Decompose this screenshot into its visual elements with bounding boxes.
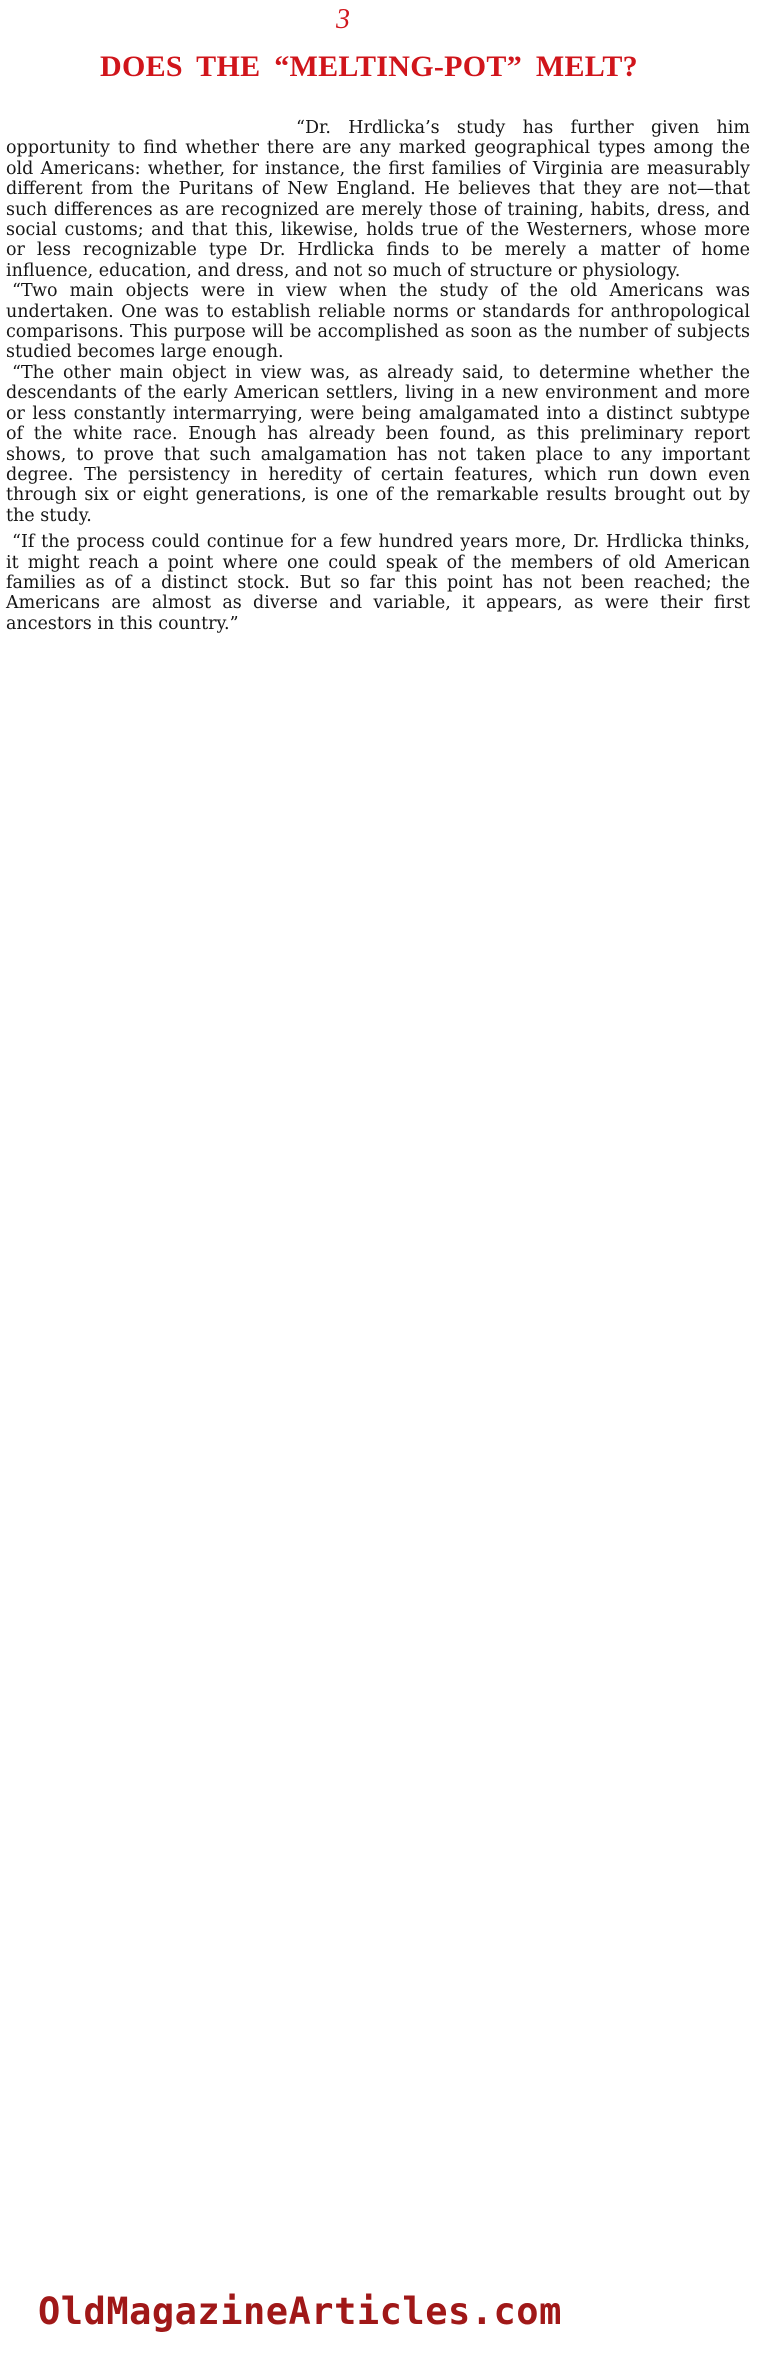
- site-watermark: OldMagazineArticles.com: [38, 2290, 562, 2333]
- article-paragraph: “If the process could continue for a few hundred years more, Dr. Hrdlicka thinks, it might reach a point where one could speak of the members of old American families as of a distinct stock. But so far this point has not been reached; the Americans are almost as diverse and variable, it appears, as were their first ancestors in this country.”: [6, 532, 750, 634]
- article-body: [6, 118, 750, 634]
- article-headline: DOES THE “MELTING-POT” MELT?: [100, 50, 638, 83]
- article-paragraph: “The other main object in view was, as already said, to determine whether the descendants of the early American settlers, living in a new environment and more or less constantly intermarrying, were being amalgamated into a distinct subtype of the white race. Enough has already been found, as this preliminary report shows, to prove that such amalgamation has not taken place to any important degree. The persistency in heredity of certain features, which run down even through six or eight generations, is one of the remarkable results brought out by the study.: [6, 362, 750, 526]
- page-number: 3: [336, 4, 350, 35]
- article-paragraph: “Two main objects were in view when the study of the old Americans was undertaken. One was to establish reliable norms or standards for anthropological comparisons. This purpose will be accomplished as soon as the number of subjects studied becomes large enough.: [6, 281, 750, 363]
- article-paragraph: “Dr. Hrdlicka’s study has further given him opportunity to find whether there are any marked geographical types among the old Americans: whether, for instance, the first families of Virginia are measurably different from the Puritans of New England. He believes that they are not—that such differences as are recognized are merely those of training, habits, dress, and social customs; and that this, likewise, holds true of the Westerners, whose more or less recognizable type Dr. Hrdlicka finds to be merely a matter of home influence, education, and dress, and not so much of structure or physiology.: [6, 118, 750, 281]
